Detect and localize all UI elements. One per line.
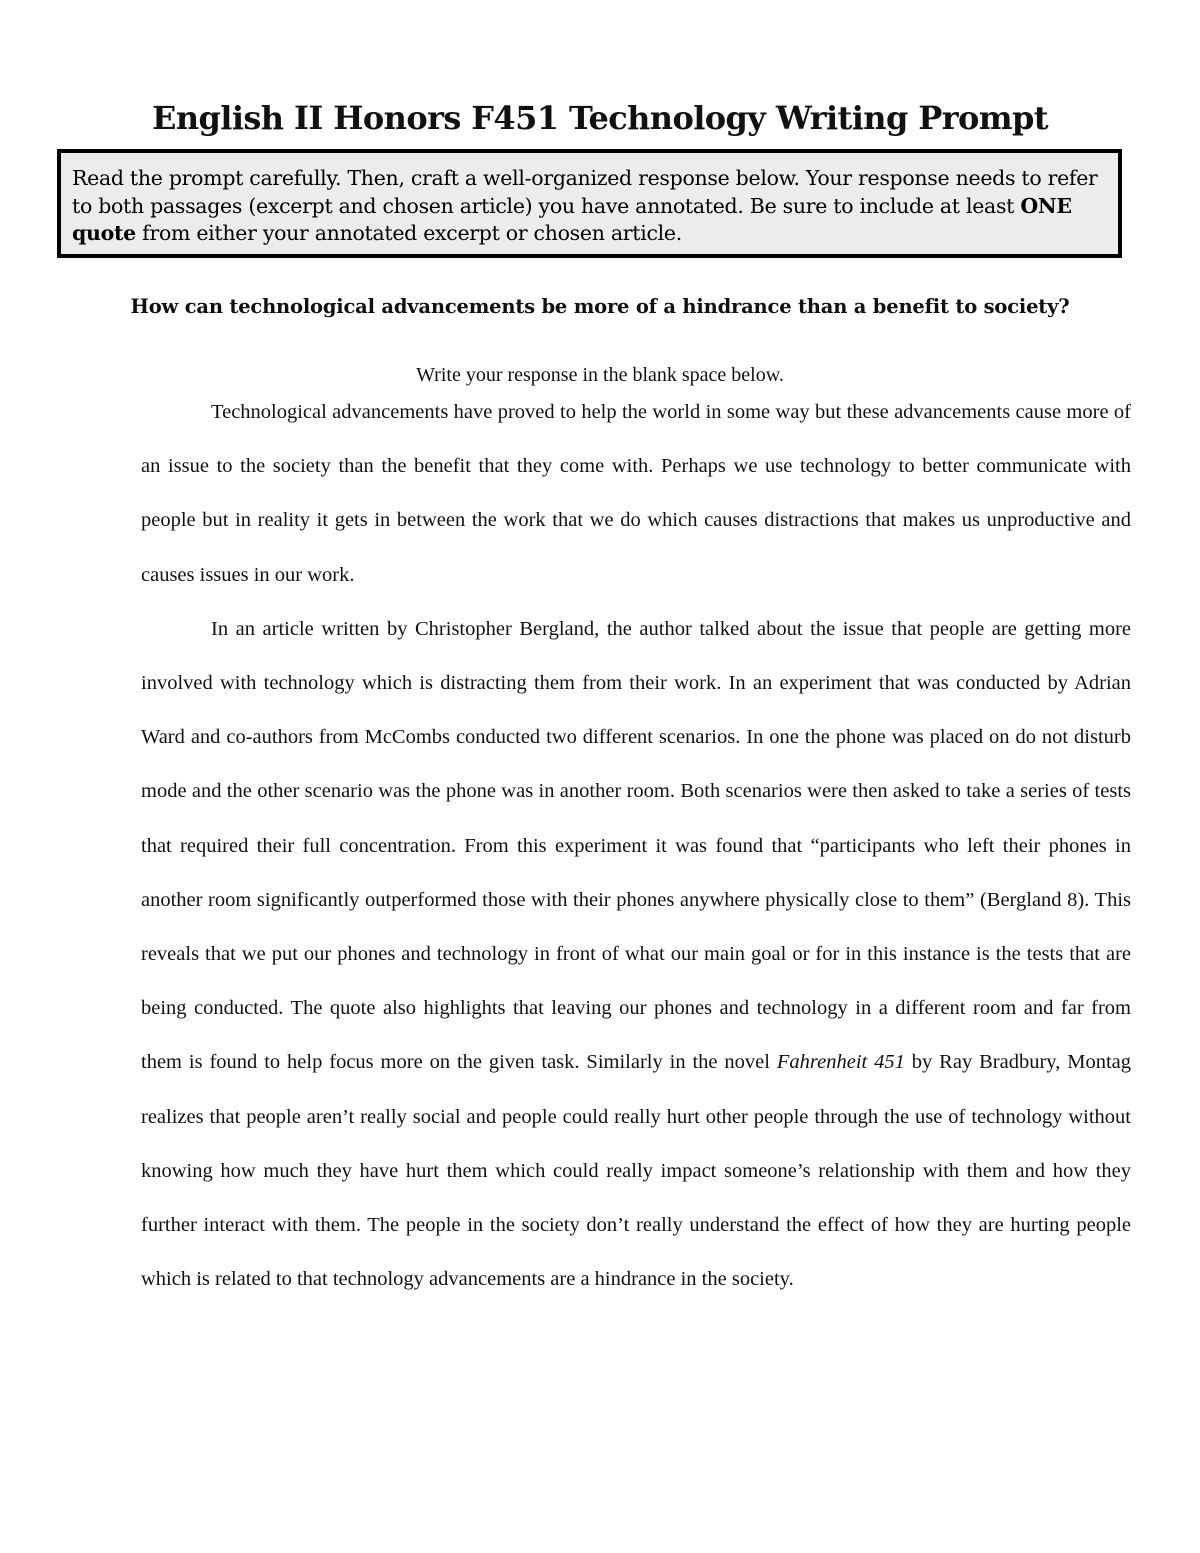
instructions-text xyxy=(61,153,1118,248)
response-note: Write your response in the blank space below. xyxy=(416,364,784,386)
page-title: English II Honors F451 Technology Writing Prompt xyxy=(152,99,1048,137)
paragraph-2-text-a: In an article written by Christopher Bergland, the author talked about the issue that people are getting more involved with technology which is distracting them from their work. In an experiment that was conducted by Adrian Ward and co-authors from McCombs conducted two different scenarios. In one the phone was placed on do not disturb mode and the other scenario was the phone was in another room. Both scenarios were then asked to take a series of tests that required their full concentration. From this experiment it was found that “participants who left their phones in another room significantly outperformed those with their phones anywhere physically close to them” (Bergland 8). This reveals that we put our phones and technology in front of what our main goal or for in this instance is the tests that are being conducted. The quote also highlights that leaving our phones and technology in a different room and far from them is found to help focus more on the given task. Similarly in the novel xyxy=(141,617,1131,1074)
prompt-question: How can technological advancements be more of a hindrance than a benefit to society? xyxy=(130,295,1070,318)
response-body xyxy=(141,385,1131,1306)
paragraph-2-text-b: by Ray Bradbury, Montag realizes that people aren’t really social and people could really hurt other people through the use of technology without knowing how much they have hurt them which could really impact someone’s relationship with them and how they further interact with them. The people in the society don’t really understand the effect of how they are hurting people which is related to that technology advancements are a hindrance in the society. xyxy=(141,1051,1132,1291)
response-paragraph-1: Technological advancements have proved to help the world in some way but these advancements cause more of an issue to the society than the benefit that they come with. Perhaps we use technology to better communicate with people but in reality it gets in between the work that we do which causes distractions that makes us unproductive and causes issues in our work. xyxy=(141,401,1131,586)
book-title: Fahrenheit 451 xyxy=(776,1051,905,1074)
instructions-part-1: Read the prompt carefully. Then, craft a well-organized response below. Your response needs to refer to both passages (excerpt and chosen article) you have annotated. Be sure to include at least xyxy=(72,166,1098,218)
instructions-emphasis: ONE quote xyxy=(72,193,1072,245)
instructions-part-2: from either your annotated excerpt or chosen article. xyxy=(135,221,682,245)
response-paragraph-2 xyxy=(141,602,1131,1307)
instructions-box xyxy=(57,149,1122,258)
